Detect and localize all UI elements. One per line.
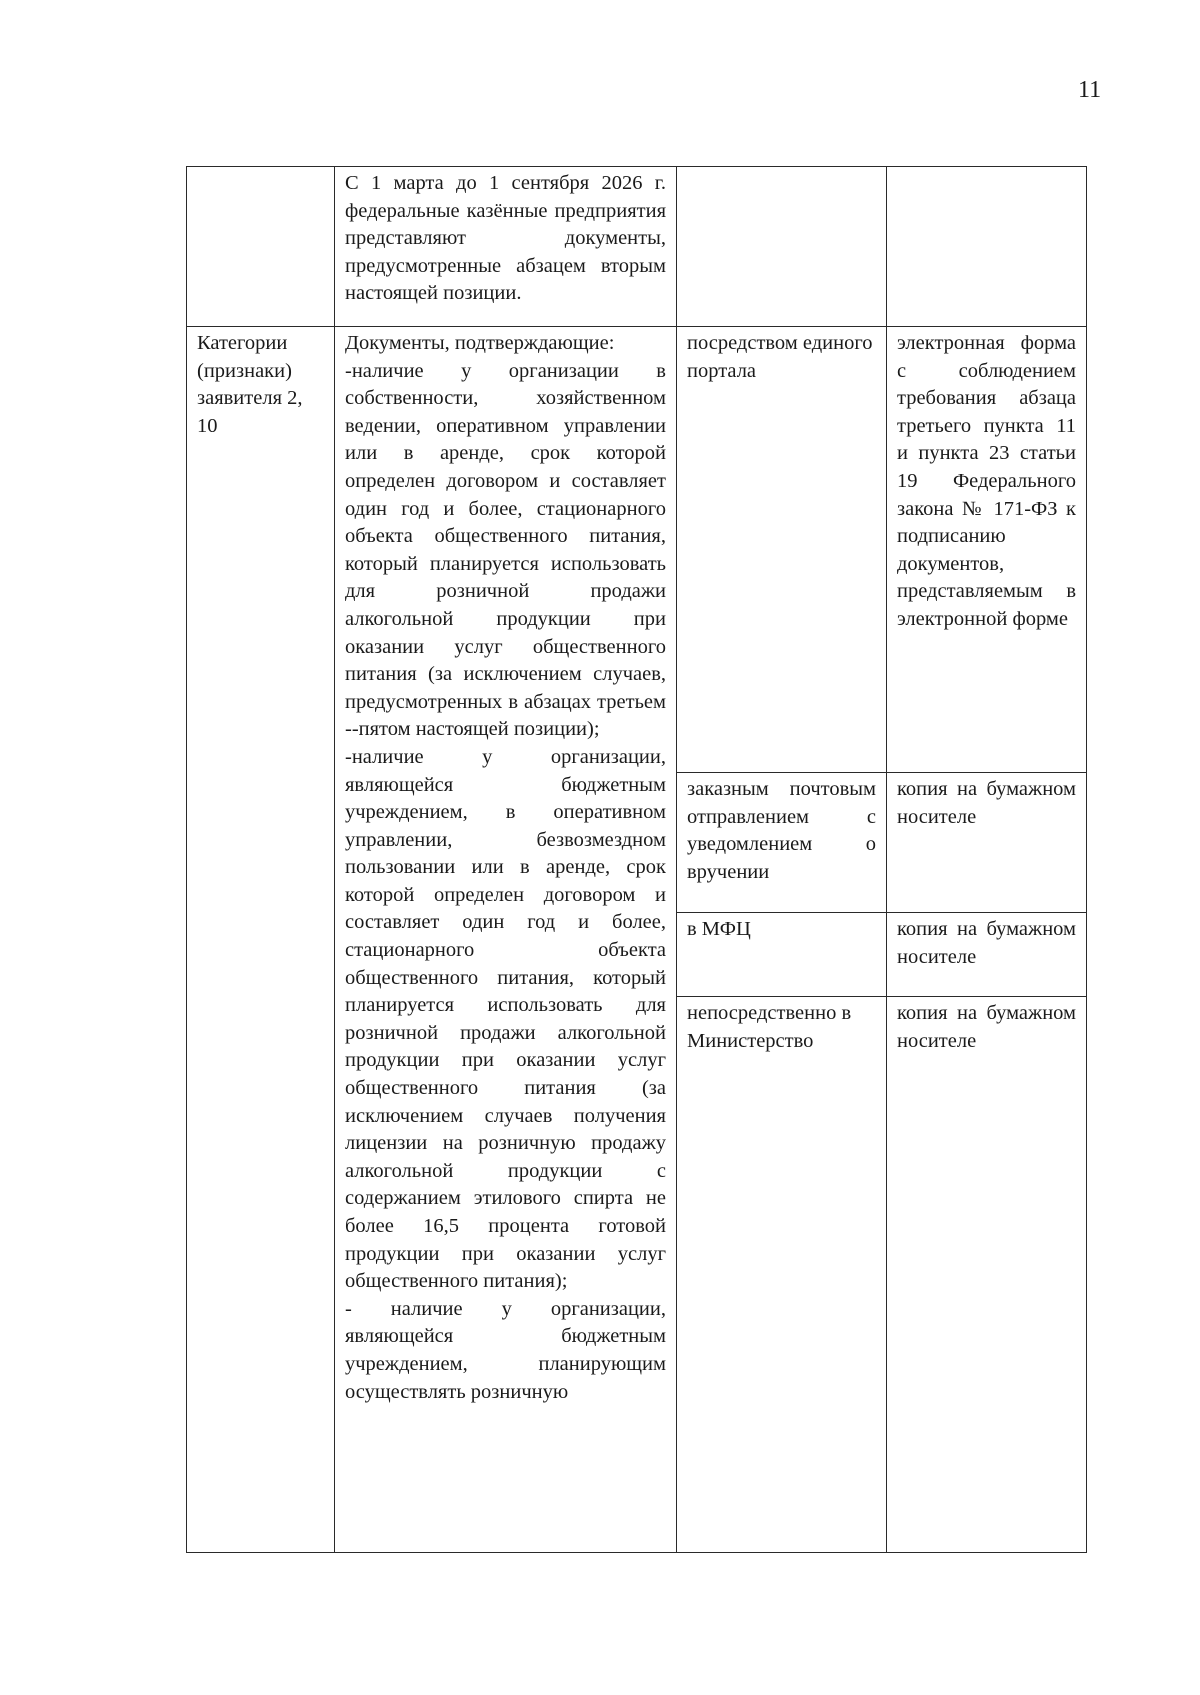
category-cell: Категории (признаки) заявителя 2, 10	[187, 327, 335, 1553]
category-cell	[187, 167, 335, 327]
documents-item: -наличие у организации, являющейся бюджетным учреждением, в оперативном управлении, безвозмездном пользовании или в аренде, срок которой определен договором и составляет один год и более, стационарного объекта общественного питания, который планируется использовать для розничной продажи алкогольной продукции при оказании услуг общественного питания (за исключением случаев получения лицензии на розничную продажу алкогольной продукции с содержанием этилового спирта не более 16,5 процента готовой продукции при оказании услуг общественного питания);	[345, 745, 666, 1293]
method-cell: в МФЦ	[677, 913, 887, 997]
method-cell: непосредственно в Министерство	[677, 997, 887, 1553]
form-cell: копия на бумажном носителе	[887, 913, 1087, 997]
documents-cell: С 1 марта до 1 сентября 2026 г. федеральные казённые предприятия представляют документы, предусмотренные абзацем вторым настоящей позиции.	[335, 167, 677, 327]
documents-item: - наличие у организации, являющейся бюджетным учреждением, планирующим осуществлять розничную	[345, 1297, 666, 1403]
form-cell: копия на бумажном носителе	[887, 773, 1087, 913]
form-cell	[887, 167, 1087, 327]
method-cell: заказным почтовым отправлением с уведомлением о вручении	[677, 773, 887, 913]
documents-item: -наличие у организации в собственности, хозяйственном ведении, оперативном управлении или в аренде, срок которой определен договором и составляет один год и более, стационарного объекта общественного питания, который планируется использовать для розничной продажи алкогольной продукции при оказании услуг общественного питания (за исключением случаев, предусмотренных в абзацах третьем --пятом настоящей позиции);	[345, 359, 666, 741]
documents-cell	[335, 327, 677, 1553]
documents-table	[186, 166, 1087, 1553]
table-row	[187, 327, 1087, 773]
table-row	[187, 167, 1087, 327]
method-cell: посредством единого портала	[677, 327, 887, 773]
form-cell: электронная форма с соблюдением требования абзаца третьего пункта 11 и пункта 23 статьи 19 Федерального закона № 171-ФЗ к подписанию документов, представляемым в электронной форме	[887, 327, 1087, 773]
page-number: 11	[1078, 77, 1102, 103]
documents-heading: Документы, подтверждающие:	[345, 332, 615, 354]
method-cell	[677, 167, 887, 327]
form-cell: копия на бумажном носителе	[887, 997, 1087, 1553]
